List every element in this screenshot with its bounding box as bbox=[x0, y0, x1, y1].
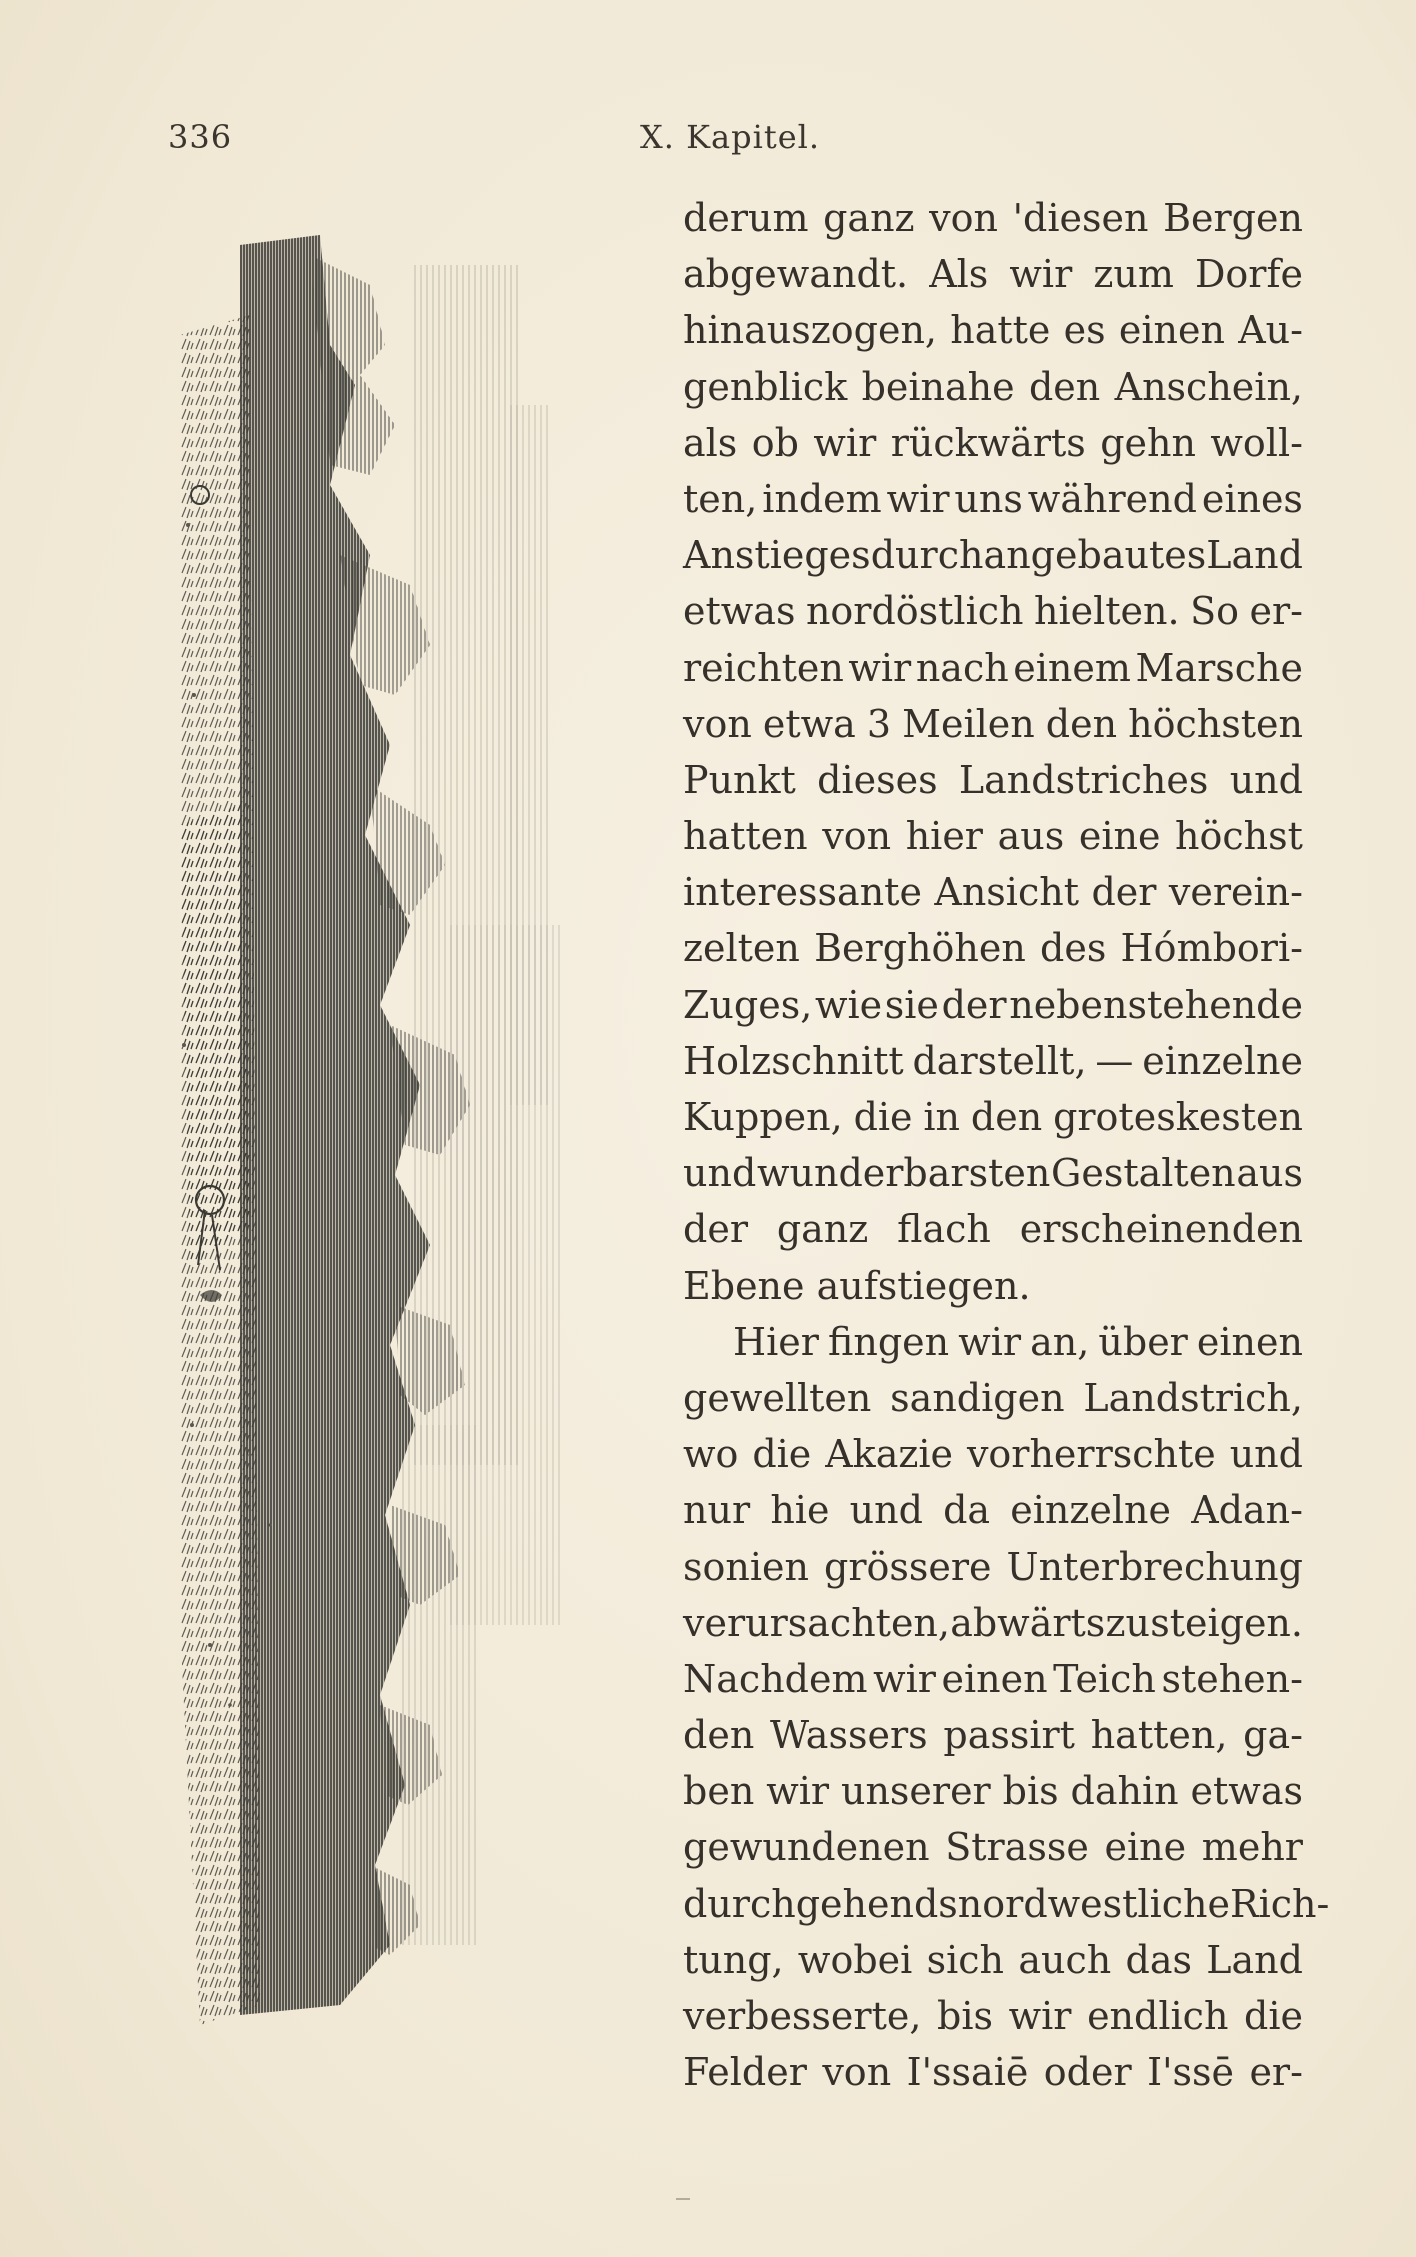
text-line bbox=[683, 527, 1303, 583]
text-word: Felder bbox=[683, 2050, 807, 2095]
text-word: — bbox=[1095, 1038, 1134, 1083]
text-word: den bbox=[683, 1713, 755, 1758]
text-word: Holzschnitt bbox=[683, 1038, 904, 1083]
text-word: abgewandt. bbox=[683, 252, 909, 297]
text-line bbox=[683, 359, 1303, 415]
text-word: wie bbox=[814, 982, 883, 1027]
text-word: dieses bbox=[817, 757, 938, 802]
text-word: von bbox=[822, 814, 892, 859]
text-word: eine bbox=[1104, 1825, 1187, 1870]
text-word: durchgehends bbox=[683, 1881, 958, 1926]
text-word: einzelne bbox=[1010, 1488, 1172, 1533]
text-word: zelten bbox=[683, 926, 800, 971]
text-word: hinauszogen, bbox=[683, 308, 937, 353]
text-word: flach bbox=[897, 1207, 991, 1252]
text-word: aus bbox=[1236, 1151, 1303, 1196]
text-word: reichten bbox=[683, 645, 844, 690]
text-line bbox=[683, 920, 1303, 976]
text-word: sandigen bbox=[890, 1375, 1065, 1420]
text-line bbox=[683, 808, 1303, 864]
text-line bbox=[683, 302, 1303, 358]
text-line bbox=[683, 471, 1303, 527]
text-word: Wassers bbox=[770, 1713, 928, 1758]
text-line bbox=[683, 190, 1303, 246]
text-word: der bbox=[941, 982, 1007, 1027]
text-word: über bbox=[1098, 1319, 1188, 1364]
text-word: unserer bbox=[840, 1769, 991, 1814]
text-word: wir bbox=[1008, 1994, 1072, 2038]
text-word: es bbox=[1063, 308, 1106, 353]
text-word: den bbox=[970, 1095, 1043, 1139]
woodcut-landscape-icon bbox=[180, 225, 650, 2105]
text-word: Strasse bbox=[945, 1825, 1089, 1870]
text-line bbox=[683, 1651, 1303, 1707]
text-line bbox=[683, 1426, 1303, 1482]
text-word: darstellt, bbox=[912, 1038, 1087, 1083]
text-line bbox=[683, 752, 1303, 808]
text-word: rückwärts bbox=[890, 420, 1086, 465]
text-word: Meilen bbox=[902, 701, 1035, 746]
text-word: an, bbox=[1030, 1319, 1090, 1364]
text-word: da bbox=[943, 1488, 991, 1533]
text-word: sie bbox=[884, 982, 939, 1027]
text-line bbox=[683, 1314, 1303, 1370]
text-word: wir bbox=[958, 1319, 1022, 1364]
text-word: Adan- bbox=[1191, 1488, 1303, 1533]
text-word: sich bbox=[926, 1937, 1005, 1982]
text-line bbox=[683, 1707, 1303, 1763]
text-word: uns bbox=[954, 476, 1023, 521]
text-word: Landstriches bbox=[958, 757, 1209, 802]
text-word: indem bbox=[762, 476, 882, 521]
text-line bbox=[683, 1819, 1303, 1875]
text-word: nebenstehende bbox=[1009, 982, 1303, 1027]
text-line bbox=[683, 1033, 1303, 1089]
text-word: zum bbox=[1093, 252, 1174, 297]
text-word: zu bbox=[1105, 1600, 1150, 1645]
text-word: einzelne bbox=[1142, 1038, 1303, 1083]
text-word: während bbox=[1027, 476, 1197, 521]
text-word: des bbox=[1040, 926, 1107, 971]
text-word: als bbox=[683, 420, 738, 465]
text-line bbox=[683, 1763, 1303, 1819]
text-word: verbesserte, bbox=[683, 1994, 922, 2038]
text-word: wunderbarsten bbox=[756, 1151, 1051, 1196]
text-line bbox=[683, 1089, 1303, 1145]
text-word: Hómbori- bbox=[1120, 926, 1303, 971]
text-word: und bbox=[849, 1488, 923, 1533]
text-line bbox=[683, 696, 1303, 752]
text-word: ganz bbox=[776, 1207, 869, 1252]
text-word: sonien bbox=[683, 1544, 809, 1589]
text-word: Ansicht bbox=[934, 870, 1079, 915]
text-line bbox=[683, 1988, 1303, 2044]
text-line bbox=[683, 977, 1303, 1033]
text-word: durch bbox=[870, 533, 984, 578]
text-word: So bbox=[1190, 589, 1239, 634]
text-word: wir bbox=[886, 476, 950, 521]
text-word: Nachdem bbox=[683, 1656, 868, 1701]
text-line bbox=[683, 1145, 1303, 1201]
text-word: etwa bbox=[762, 701, 856, 746]
text-word: I'ssaiē bbox=[906, 2050, 1029, 2095]
text-word: eine bbox=[1078, 814, 1161, 859]
text-word: Kuppen, bbox=[683, 1095, 843, 1139]
page-mark bbox=[676, 2198, 690, 2200]
text-word: ben bbox=[683, 1769, 755, 1814]
text-word: Berghöhen bbox=[814, 926, 1026, 971]
text-word: Landstrich, bbox=[1083, 1375, 1303, 1420]
text-word: ga- bbox=[1243, 1713, 1303, 1758]
text-word: Au- bbox=[1238, 308, 1303, 353]
text-word: derum bbox=[683, 196, 809, 240]
text-word: fingen bbox=[828, 1319, 950, 1364]
text-word: nordöstlich bbox=[805, 589, 1024, 634]
text-word: etwas bbox=[1190, 1769, 1303, 1814]
text-line bbox=[683, 246, 1303, 302]
text-word: dahin bbox=[1070, 1769, 1179, 1814]
text-word: grössere bbox=[824, 1544, 992, 1589]
text-word: gehn bbox=[1100, 420, 1196, 465]
text-word: der bbox=[1091, 870, 1157, 915]
text-word: er- bbox=[1249, 589, 1303, 634]
text-word: höchsten bbox=[1128, 701, 1303, 746]
text-word: Anstieges bbox=[683, 533, 871, 578]
text-line: Ebene aufstiegen. bbox=[683, 1263, 1031, 1308]
text-word: Land bbox=[1206, 1937, 1303, 1982]
text-word: beinahe bbox=[861, 364, 1015, 409]
text-word: gewellten bbox=[683, 1375, 872, 1420]
text-word: vorherrschte bbox=[966, 1432, 1216, 1477]
text-word: von bbox=[822, 2050, 892, 2095]
text-word: Rich- bbox=[1229, 1881, 1330, 1926]
text-word: stehen- bbox=[1161, 1656, 1303, 1701]
text-line bbox=[683, 1539, 1303, 1595]
text-word: Teich bbox=[1053, 1656, 1156, 1701]
text-line bbox=[683, 640, 1303, 696]
text-line bbox=[683, 1482, 1303, 1538]
text-line bbox=[683, 1932, 1303, 1988]
text-word: die bbox=[853, 1095, 913, 1139]
text-word: 3 bbox=[866, 701, 892, 746]
text-word: und bbox=[1229, 1432, 1303, 1477]
text-word: oder bbox=[1043, 2050, 1132, 2095]
page-number: 336 bbox=[168, 118, 233, 156]
text-line bbox=[683, 1876, 1330, 1932]
text-word: Als bbox=[929, 252, 989, 297]
text-word: eines bbox=[1201, 476, 1303, 521]
text-word: hielten. bbox=[1033, 589, 1180, 634]
page-header bbox=[0, 118, 1416, 168]
text-word: der bbox=[683, 1207, 748, 1252]
text-word: Akazie bbox=[825, 1432, 954, 1477]
text-word: wir bbox=[813, 420, 877, 465]
text-word: verursachten, bbox=[683, 1600, 950, 1645]
text-word: Unterbrechung bbox=[1006, 1544, 1303, 1589]
text-word: wir bbox=[1009, 252, 1073, 297]
text-word: verein- bbox=[1168, 870, 1303, 915]
body-text bbox=[683, 190, 1330, 2100]
text-word: hier bbox=[905, 814, 983, 859]
text-word: hatte bbox=[950, 308, 1051, 353]
text-word: hatten, bbox=[1090, 1713, 1228, 1758]
text-word: gewundenen bbox=[683, 1825, 930, 1870]
text-line bbox=[683, 1370, 1303, 1426]
text-line bbox=[683, 415, 1303, 471]
text-word: abwärts bbox=[950, 1600, 1106, 1645]
text-word: auch bbox=[1018, 1937, 1112, 1982]
text-word: passirt bbox=[943, 1713, 1075, 1758]
text-word: ganz bbox=[823, 196, 915, 240]
text-word: tung, bbox=[683, 1937, 784, 1982]
text-word: bis bbox=[937, 1994, 994, 2038]
text-word: bis bbox=[1002, 1769, 1059, 1814]
text-word: wo bbox=[683, 1432, 739, 1477]
text-word: endlich bbox=[1087, 1994, 1229, 2038]
text-word: wobei bbox=[797, 1937, 913, 1982]
text-word: einen bbox=[1196, 1319, 1303, 1364]
running-head: X. Kapitel. bbox=[640, 118, 821, 156]
text-word: Zuges, bbox=[683, 982, 813, 1027]
text-word: etwas bbox=[683, 589, 796, 634]
text-word: wir bbox=[848, 645, 912, 690]
text-word: angebautes bbox=[983, 533, 1207, 578]
text-word: woll- bbox=[1210, 420, 1303, 465]
text-word: Marsche bbox=[1135, 645, 1303, 690]
text-word: das bbox=[1125, 1937, 1192, 1982]
text-word: 'diesen bbox=[1012, 196, 1149, 240]
text-word: Bergen bbox=[1163, 196, 1303, 240]
text-word: erscheinenden bbox=[1019, 1207, 1303, 1252]
text-line bbox=[683, 1201, 1303, 1257]
text-word: und bbox=[1229, 757, 1303, 802]
text-word: Gestalten bbox=[1051, 1151, 1236, 1196]
text-word: höchst bbox=[1175, 814, 1303, 859]
text-word: steigen. bbox=[1150, 1600, 1303, 1645]
text-word: groteskesten bbox=[1053, 1095, 1303, 1139]
text-word: er- bbox=[1249, 2050, 1303, 2095]
text-word: und bbox=[683, 1151, 757, 1196]
text-line bbox=[683, 583, 1303, 639]
text-word: Land bbox=[1206, 533, 1303, 578]
text-word: ob bbox=[751, 420, 799, 465]
text-word: wir bbox=[766, 1769, 830, 1814]
text-word: Anschein, bbox=[1114, 364, 1303, 409]
text-word: den bbox=[1045, 701, 1118, 746]
text-word: aus bbox=[997, 814, 1065, 859]
text-word: Punkt bbox=[683, 757, 796, 802]
text-word: I'ssē bbox=[1147, 2050, 1235, 2095]
text-word: Hier bbox=[733, 1319, 819, 1364]
text-line bbox=[683, 864, 1303, 920]
text-line bbox=[683, 1595, 1303, 1651]
text-word: genblick bbox=[683, 364, 848, 409]
text-word: von bbox=[929, 196, 998, 240]
text-word: nordwestliche bbox=[957, 1881, 1230, 1926]
text-word: hie bbox=[770, 1488, 830, 1533]
text-word: Dorfe bbox=[1194, 252, 1303, 297]
text-word: nur bbox=[683, 1488, 751, 1533]
woodcut-illustration bbox=[180, 225, 650, 2105]
text-word: die bbox=[752, 1432, 812, 1477]
text-word: wir bbox=[873, 1656, 936, 1701]
text-word: in bbox=[923, 1095, 961, 1139]
text-word: nach bbox=[915, 645, 1009, 690]
text-line bbox=[683, 2044, 1303, 2100]
text-word: von bbox=[683, 701, 752, 746]
text-word: interessante bbox=[683, 870, 922, 915]
text-word: einen bbox=[941, 1656, 1048, 1701]
text-word: einem bbox=[1013, 645, 1131, 690]
text-word: den bbox=[1028, 364, 1101, 409]
text-word: die bbox=[1244, 1994, 1303, 2038]
text-word: hatten bbox=[683, 814, 808, 859]
text-word: ten, bbox=[683, 476, 758, 521]
text-word: mehr bbox=[1201, 1825, 1303, 1870]
text-word: einen bbox=[1118, 308, 1225, 353]
